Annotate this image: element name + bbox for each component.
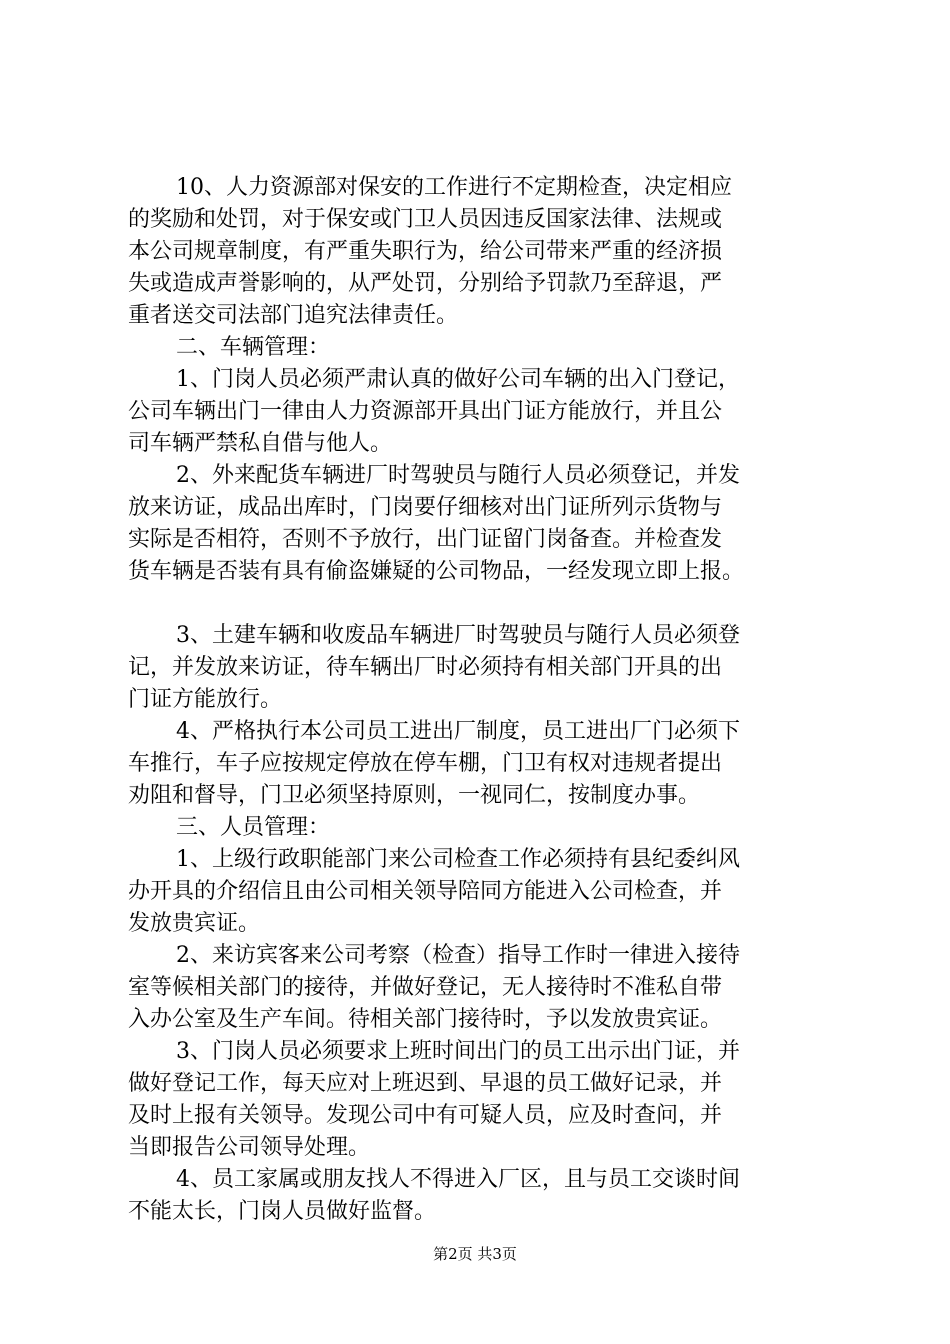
text-line: 放来访证，成品出库时，门岗要仔细核对出门证所列示货物与 xyxy=(128,495,723,520)
text-line: 公司车辆出门一律由人力资源部开具出门证方能放行，并且公 xyxy=(128,399,723,424)
text-line: 三、人员管理： xyxy=(176,815,331,840)
text-line: 重者送交司法部门追究法律责任。 xyxy=(128,303,459,328)
text-line: 车推行，车子应按规定停放在停车棚，门卫有权对违规者提出 xyxy=(128,751,723,776)
text-line: 的奖励和处罚，对于保安或门卫人员因违反国家法律、法规或 xyxy=(128,207,723,232)
text-line: 2、来访宾客来公司考察（检查）指导工作时一律进入接待 xyxy=(176,943,740,968)
paragraph-gap xyxy=(128,590,828,622)
text-line: 劝阻和督导，门卫必须坚持原则，一视同仁，按制度办事。 xyxy=(128,783,701,808)
text-line: 入办公室及生产车间。待相关部门接待时，予以发放贵宾证。 xyxy=(128,1007,723,1032)
text-line: 10、人力资源部对保安的工作进行不定期检查，决定相应 xyxy=(176,175,732,200)
text-line: 司车辆严禁私自借与他人。 xyxy=(128,431,393,456)
text-line: 1、门岗人员必须严肃认真的做好公司车辆的出入门登记， xyxy=(176,367,740,392)
text-line: 二、车辆管理： xyxy=(176,335,331,360)
text-line: 门证方能放行。 xyxy=(128,687,283,712)
text-line: 3、门岗人员必须要求上班时间出门的员工出示出门证，并 xyxy=(176,1039,740,1064)
text-line: 记，并发放来访证，待车辆出厂时必须持有相关部门开具的出 xyxy=(128,655,723,680)
text-line: 3、土建车辆和收废品车辆进厂时驾驶员与随行人员必须登 xyxy=(176,623,740,648)
text-line: 当即报告公司领导处理。 xyxy=(128,1135,371,1160)
text-line: 及时上报有关领导。发现公司中有可疑人员，应及时查问，并 xyxy=(128,1103,723,1128)
text-line: 办开具的介绍信且由公司相关领导陪同方能进入公司检查，并 xyxy=(128,879,723,904)
text-line: 室等候相关部门的接待，并做好登记，无人接待时不准私自带 xyxy=(128,975,723,1000)
page-footer: 第2页 共3页 xyxy=(433,1245,517,1263)
text-line: 发放贵宾证。 xyxy=(128,911,261,936)
text-line: 不能太长，门岗人员做好监督。 xyxy=(128,1199,437,1224)
text-line: 失或造成声誉影响的，从严处罚，分别给予罚款乃至辞退，严 xyxy=(128,271,723,296)
text-line: 做好登记工作，每天应对上班迟到、早退的员工做好记录，并 xyxy=(128,1071,723,1096)
text-line: 货车辆是否装有具有偷盗嫌疑的公司物品，一经发现立即上报。 xyxy=(128,559,745,584)
text-line: 实际是否相符，否则不予放行，出门证留门岗备查。并检查发 xyxy=(128,527,723,552)
document-body xyxy=(128,174,828,1230)
text-line: 4、严格执行本公司员工进出厂制度，员工进出厂门必须下 xyxy=(176,719,740,744)
text-line: 本公司规章制度，有严重失职行为，给公司带来严重的经济损 xyxy=(128,239,723,264)
text-line: 2、外来配货车辆进厂时驾驶员与随行人员必须登记，并发 xyxy=(176,463,740,488)
text-line: 4、员工家属或朋友找人不得进入厂区，且与员工交谈时间 xyxy=(176,1167,740,1192)
text-line: 1、上级行政职能部门来公司检查工作必须持有县纪委纠风 xyxy=(176,847,740,872)
